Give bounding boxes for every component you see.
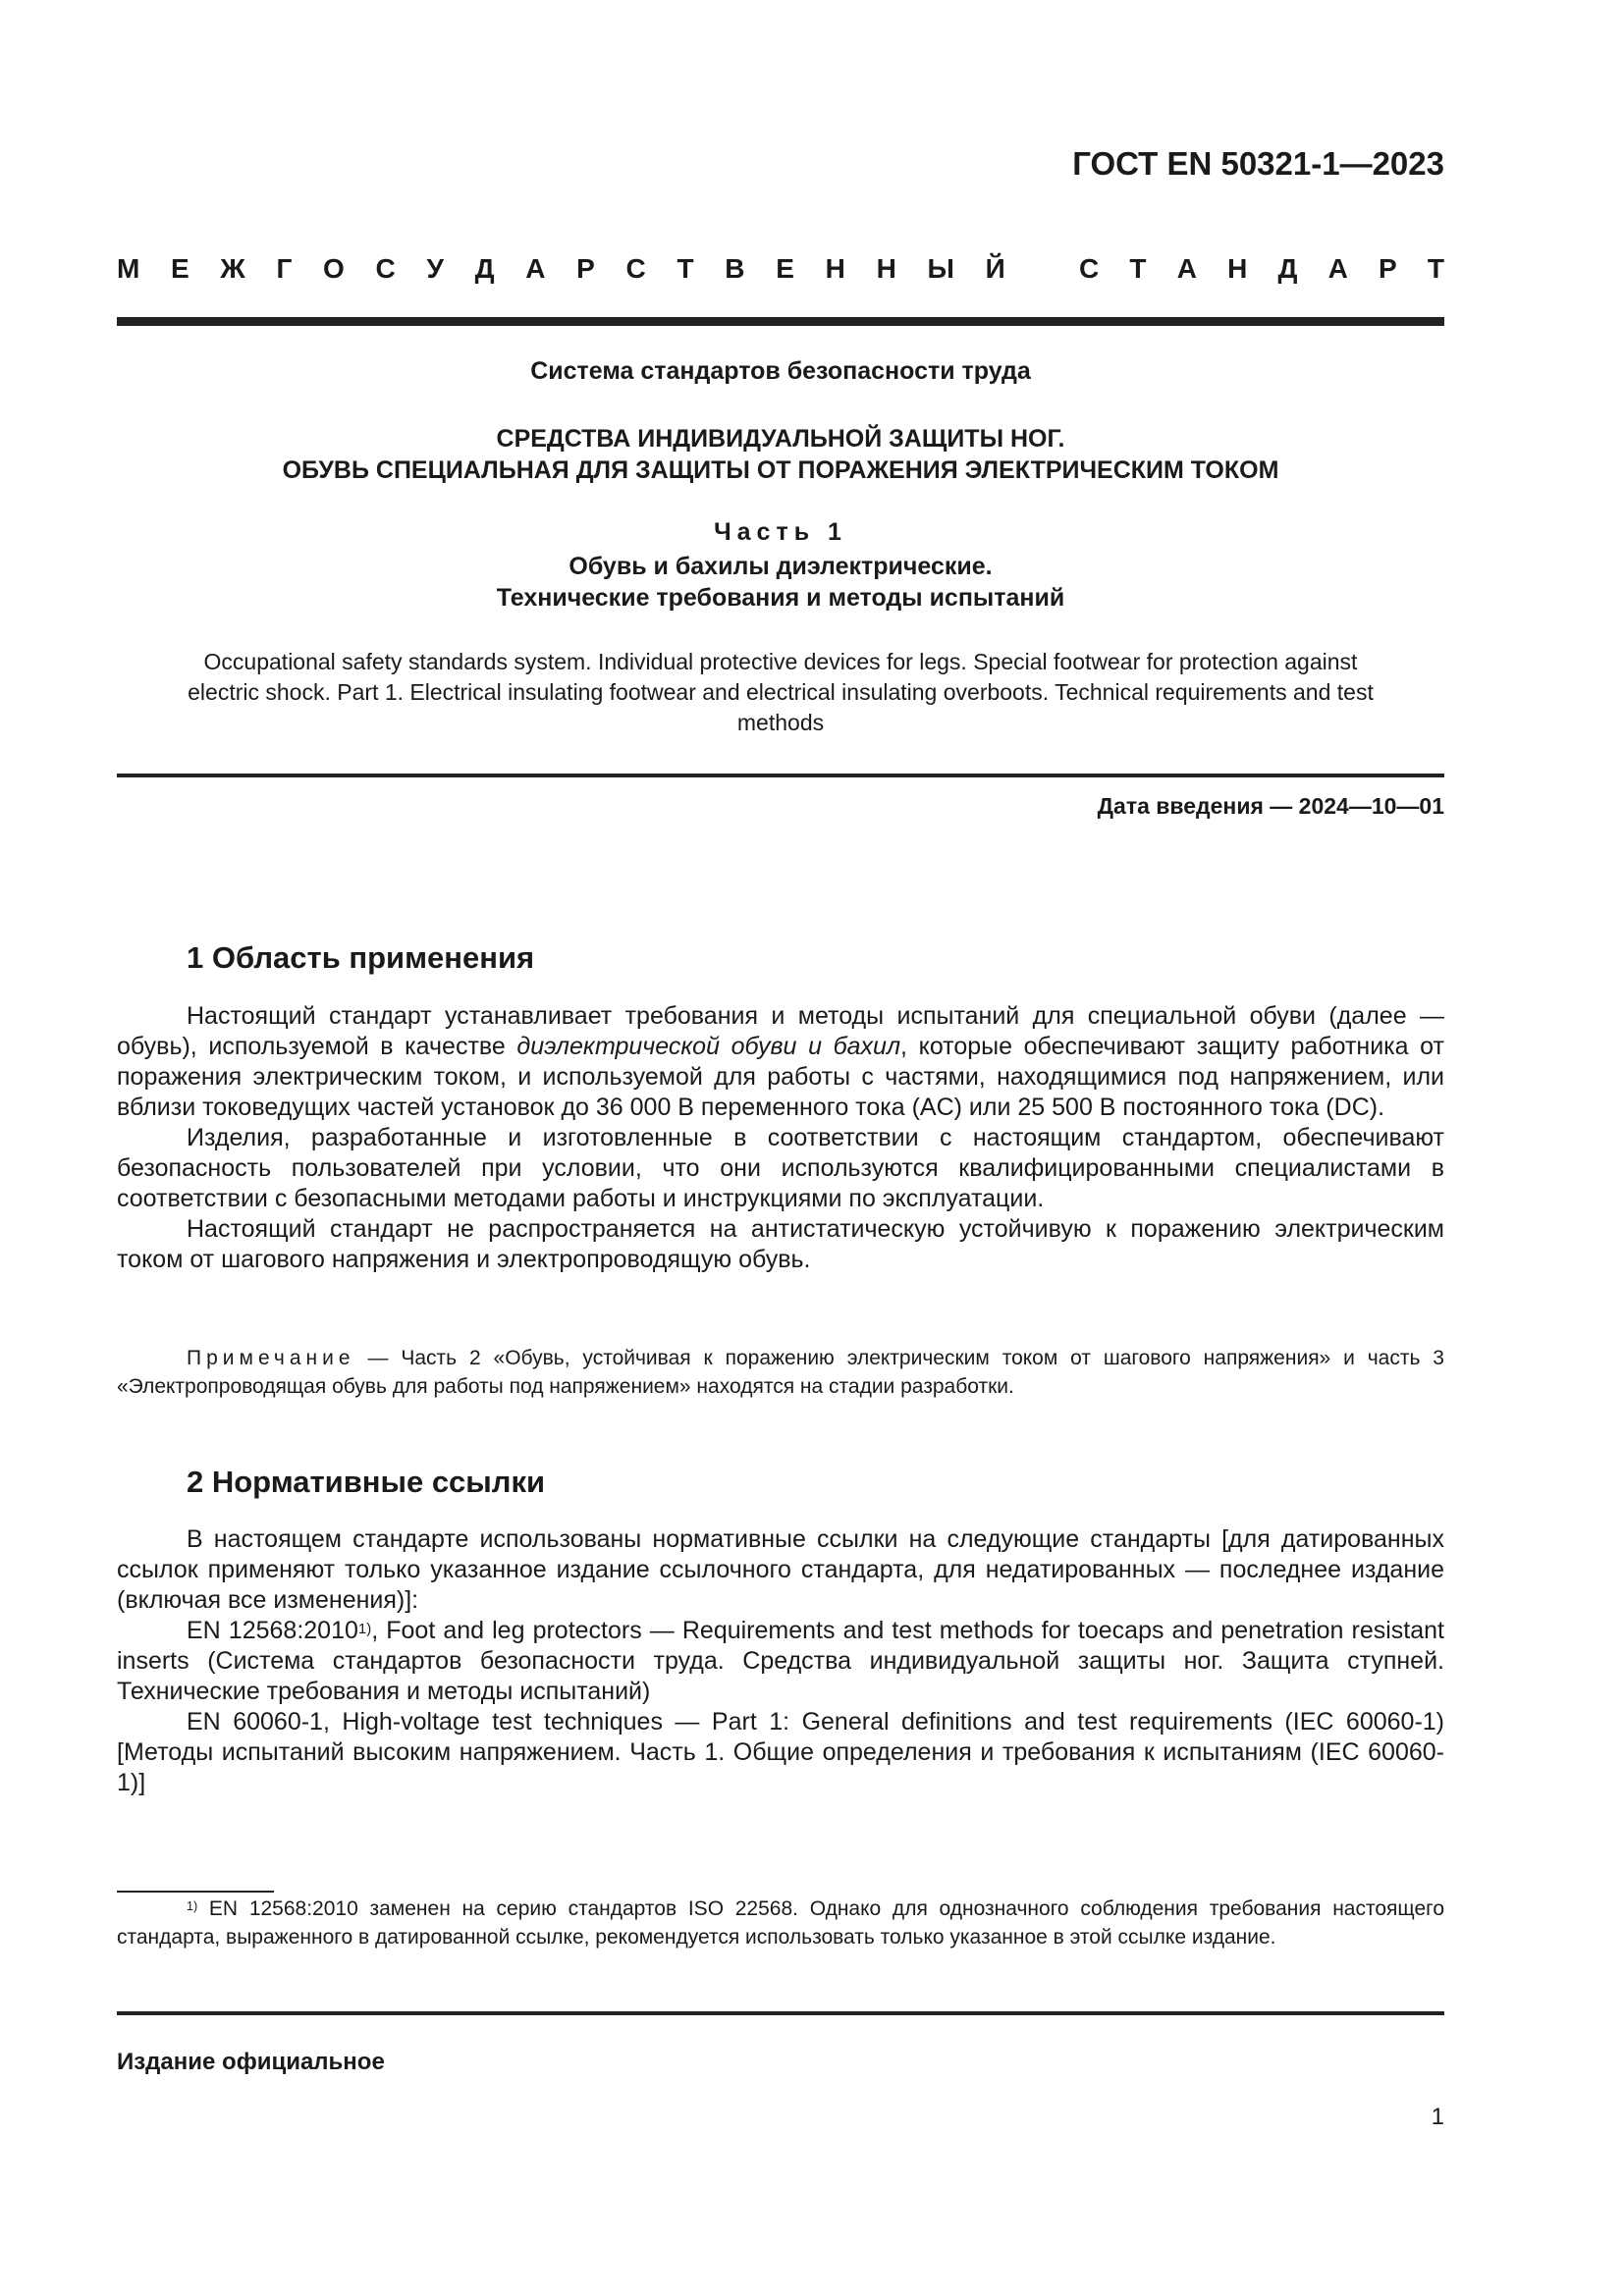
banner-letter: Д (474, 253, 495, 284)
banner-letter: Е (776, 253, 794, 284)
banner-letter: А (525, 253, 546, 284)
banner-letter: Н (1227, 253, 1248, 284)
banner-letter: С (1079, 253, 1100, 284)
banner-letter: С (375, 253, 396, 284)
english-title-line: methods (736, 710, 825, 735)
introduction-date: Дата введения — 2024—10—01 (1097, 793, 1444, 819)
banner-letter: Т (1129, 253, 1147, 284)
standards-system-title: Система стандартов безопасности труда (530, 357, 1031, 385)
banner-letter: М (117, 253, 140, 284)
banner-letter: Т (1427, 253, 1444, 284)
footnote-mark: 1) (357, 1621, 372, 1637)
english-title (117, 647, 1444, 738)
note-label: Примечание (187, 1347, 355, 1369)
references-text (117, 1524, 1444, 1798)
footnote (117, 1895, 1444, 1951)
footnote-mark: 1) (187, 1899, 198, 1913)
subtitle-line: Технические требования и методы испытаний (496, 584, 1065, 612)
reference-item: EN 12568:2010$^{1)}$, Foot and leg protectors — Requirements and test methods for toecaps and penetration resistant inserts (Система стандартов безопасности труда. Средства индивидуальной защиты ног. Защита ступней. Технические требования и методы испытаний) (117, 1617, 1444, 1705)
interstate-standard-banner (117, 253, 1444, 285)
banner-letter: У (426, 253, 444, 284)
banner-letter: О (323, 253, 345, 284)
banner-letter: Й (985, 253, 1005, 284)
banner-letter: Ы (927, 253, 954, 284)
english-title-line: electric shock. Part 1. Electrical insulating footwear and electrical insulating overboots. Technical requirements and test (188, 679, 1374, 705)
part-label: Часть 1 (714, 518, 847, 546)
banner-letter: Ж (220, 253, 245, 284)
title-rule (117, 774, 1444, 777)
standard-word (1079, 253, 1444, 285)
banner-letter: Д (1277, 253, 1298, 284)
banner-letter: Н (876, 253, 896, 284)
header-rule (117, 317, 1444, 326)
banner-letter: А (1176, 253, 1197, 284)
footnote-rule (117, 1891, 274, 1893)
scope-text (117, 1001, 1444, 1275)
reference-item: EN 60060-1, High-voltage test techniques — Part 1: General definitions and test requirements (IEC 60060-1) [Методы испытаний высоким напряжением. Часть 1. Общие определения и требования к испытаниям (IEC 60060-1)] (117, 1708, 1444, 1796)
banner-letter: Р (576, 253, 595, 284)
section-heading-references: 2 Нормативные ссылки (187, 1465, 546, 1499)
official-edition-label: Издание официальное (117, 2049, 385, 2075)
document-subtitle (117, 551, 1444, 614)
section-heading-scope: 1 Область применения (187, 940, 535, 975)
banner-letter: Т (677, 253, 694, 284)
footnote-text: EN 12568:2010 заменен на серию стандартов ISO 22568. Однако для однозначного соблюдения требования настоящего стандарта, выраженного в датированной ссылке, рекомендуется использовать только указанное в этой ссылке издание. (117, 1897, 1444, 1949)
banner-letter: С (625, 253, 646, 284)
banner-letter: Г (276, 253, 293, 284)
standard-designation: ГОСТ EN 50321-1—2023 (1072, 145, 1444, 182)
footer-rule (117, 2011, 1444, 2015)
interstate-word (117, 253, 1005, 285)
banner-letter: Р (1379, 253, 1397, 284)
paragraph: Настоящий стандарт устанавливает требования и методы испытаний для специальной обуви (далее — обувь), используемой в качестве диэлектрической обуви и бахил, которые обеспечивают защиту работника от поражения электрическим током, и используемой для работы с частями, находящимися под напряжением, или вблизи токоведущих частей установок до 36 000 В переменного тока (AC) или 25 500 В постоянного тока (DC). (117, 1002, 1444, 1121)
banner-letter: В (725, 253, 745, 284)
paragraph: Изделия, разработанные и изготовленные в соответствии с настоящим стандартом, обеспечивают безопасность пользователей при условии, что они используются квалифицированными специалистами в соответствии с безопасными методами работы и инструкциями по эксплуатации. (117, 1124, 1444, 1212)
document-title (117, 423, 1444, 486)
title-line: СРЕДСТВА ИНДИВИДУАЛЬНОЙ ЗАЩИТЫ НОГ. (496, 425, 1065, 453)
banner-letter: Е (171, 253, 189, 284)
banner-letter: А (1327, 253, 1348, 284)
english-title-line: Occupational safety standards system. Individual protective devices for legs. Special footwear for protection against (203, 649, 1358, 674)
banner-letter: Н (825, 253, 845, 284)
paragraph: Настоящий стандарт не распространяется на антистатическую устойчивую к поражению электрическим током от шагового напряжения и электропроводящую обувь. (117, 1215, 1444, 1273)
title-line: ОБУВЬ СПЕЦИАЛЬНАЯ ДЛЯ ЗАЩИТЫ ОТ ПОРАЖЕНИЯ ЭЛЕКТРИЧЕСКИМ ТОКОМ (282, 456, 1279, 484)
subtitle-line: Обувь и бахилы диэлектрические. (568, 553, 993, 580)
page-number: 1 (1431, 2104, 1444, 2130)
paragraph: В настоящем стандарте использованы нормативные ссылки на следующие стандарты [для датированных ссылок применяют только указанное издание ссылочного стандарта, для недатированных — последнее издание (включая все изменения)]: (117, 1525, 1444, 1614)
note-text: — Часть 2 «Обувь, устойчивая к поражению электрическим током от шагового напряжения» и часть 3 «Электропроводящая обувь для работы под напряжением» находятся на стадии разработки. (117, 1347, 1444, 1398)
note (117, 1344, 1444, 1401)
